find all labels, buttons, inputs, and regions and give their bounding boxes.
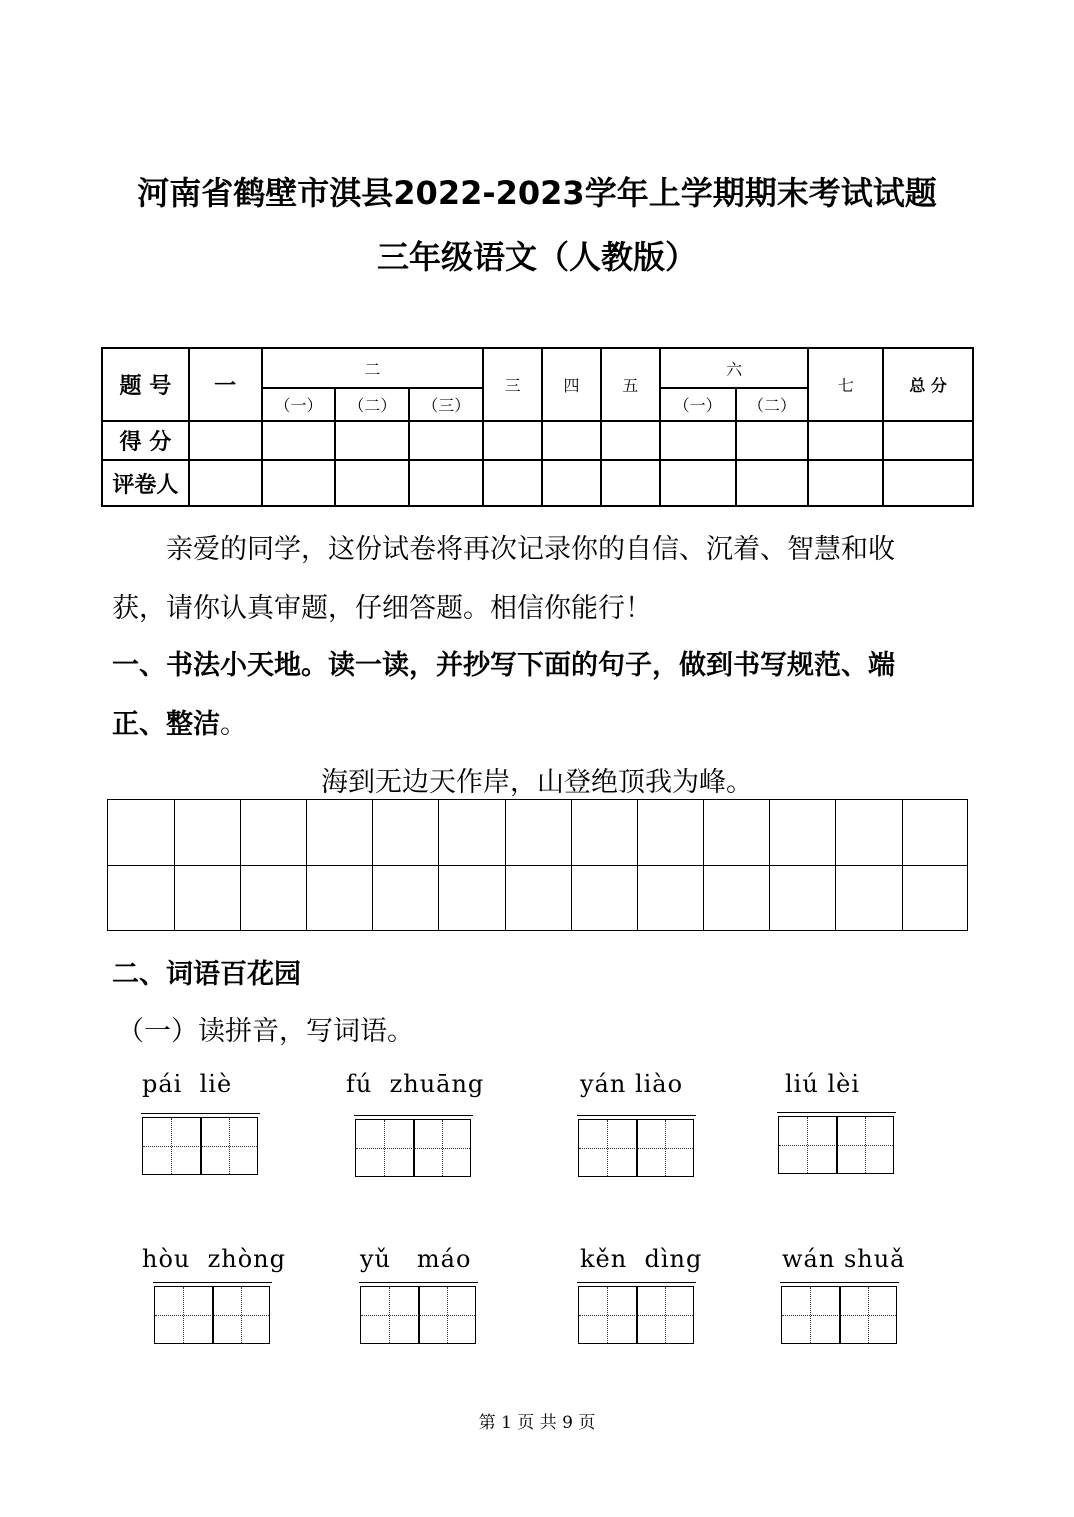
grader-cell[interactable] [542, 460, 601, 506]
score-q2-sub1: （一） [262, 388, 336, 421]
score-row-label: 得 分 [102, 421, 189, 460]
score-q2-sub2: （二） [335, 388, 409, 421]
tianzige-answer-box[interactable] [781, 1286, 897, 1344]
score-cell[interactable] [189, 421, 262, 460]
score-q6-sub2: （二） [736, 388, 809, 421]
score-cell[interactable] [262, 421, 336, 460]
tianzige-answer-box[interactable] [142, 1117, 258, 1175]
poem-line: 海到无边天作岸，山登绝顶我为峰。 [321, 767, 753, 798]
grader-cell[interactable] [808, 460, 883, 506]
tianzige-answer-box[interactable] [154, 1286, 270, 1344]
grader-cell[interactable] [262, 460, 336, 506]
tianzige-answer-box[interactable] [778, 1116, 894, 1174]
score-cell[interactable] [542, 421, 601, 460]
pinyin-label: hòu zhòng [142, 1245, 286, 1273]
score-cell[interactable] [483, 421, 542, 460]
subsection1-heading: （一）读拼音，写词语。 [117, 1016, 414, 1047]
tianzige-answer-box[interactable] [578, 1119, 694, 1177]
score-cell[interactable] [883, 421, 973, 460]
page-footer: 第 1 页 共 9 页 [478, 1413, 596, 1433]
score-q4: 四 [542, 348, 601, 421]
score-total: 总 分 [883, 348, 973, 421]
pinyin-label: yǔ máo [360, 1245, 472, 1273]
grader-cell[interactable] [409, 460, 483, 506]
pinyin-label: yán liào [580, 1070, 684, 1098]
grader-row-label: 评卷人 [102, 460, 189, 506]
section1-heading-cont-bold: 正、整洁 [112, 709, 220, 740]
score-table-header-label: 题 号 [102, 348, 189, 421]
grader-cell[interactable] [601, 460, 660, 506]
pinyin-label: kěn dìng [580, 1245, 703, 1273]
score-q1: 一 [189, 348, 262, 421]
grader-cell[interactable] [335, 460, 409, 506]
grader-cell[interactable] [660, 460, 736, 506]
grader-cell[interactable] [883, 460, 973, 506]
score-cell[interactable] [660, 421, 736, 460]
score-q2-sub3: （三） [409, 388, 483, 421]
score-table [101, 347, 974, 507]
score-cell[interactable] [736, 421, 809, 460]
score-q6: 六 [660, 348, 809, 388]
tianzige-answer-box[interactable] [355, 1119, 471, 1177]
section1-heading-cont [112, 702, 247, 741]
intro-text-line2: 获，请你认真审题，仔细答题。相信你能行！ [112, 593, 652, 624]
pinyin-label: pái liè [142, 1070, 233, 1098]
tianzige-answer-box[interactable] [578, 1286, 694, 1344]
score-cell[interactable] [335, 421, 409, 460]
pinyin-label: liú lèi [785, 1070, 860, 1098]
exam-title: 河南省鹤壁市淇县2022-2023学年上学期期末考试试题 [137, 174, 937, 212]
pinyin-label: wán shuǎ [782, 1245, 906, 1273]
grader-cell[interactable] [736, 460, 809, 506]
score-cell[interactable] [601, 421, 660, 460]
copy-writing-grid[interactable] [107, 799, 968, 931]
score-q5: 五 [601, 348, 660, 421]
score-q3: 三 [483, 348, 542, 421]
score-q6-sub1: （一） [660, 388, 736, 421]
tianzige-answer-box[interactable] [360, 1286, 476, 1344]
pinyin-label: fú zhuāng [346, 1070, 485, 1098]
score-cell[interactable] [409, 421, 483, 460]
grader-cell[interactable] [189, 460, 262, 506]
score-q2: 二 [262, 348, 484, 388]
exam-subtitle: 三年级语文（人教版） [376, 238, 697, 276]
section1-heading: 一、书法小天地。读一读，并抄写下面的句子，做到书写规范、端 [112, 650, 895, 681]
section1-heading-cont-tail: 。 [220, 709, 247, 740]
score-cell[interactable] [808, 421, 883, 460]
section2-heading: 二、词语百花园 [112, 959, 301, 990]
grader-cell[interactable] [483, 460, 542, 506]
score-q7: 七 [808, 348, 883, 421]
intro-text-line1: 亲爱的同学，这份试卷将再次记录你的自信、沉着、智慧和收 [166, 534, 895, 565]
